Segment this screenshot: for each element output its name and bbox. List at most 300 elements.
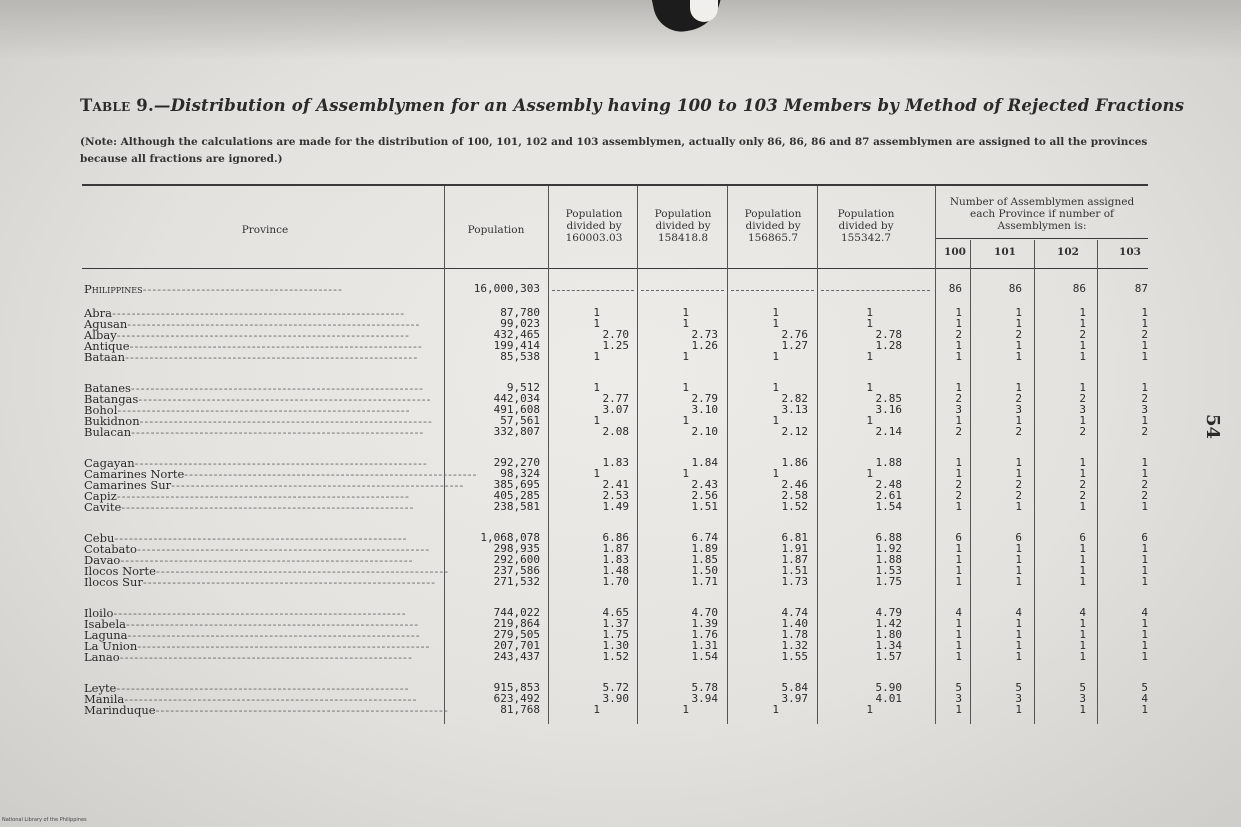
- province-divided-0: 1: [593, 306, 600, 319]
- dot-leader: ------------------------------------------------------------: [137, 639, 431, 653]
- province-assigned-2: 5: [1079, 681, 1086, 694]
- province-divided-3: 1.53: [875, 564, 902, 577]
- province-assigned-0: 3: [955, 692, 962, 705]
- province-divided-2: 1.78: [781, 628, 808, 641]
- province-assigned-0: 1: [955, 306, 962, 319]
- header-divided-4: Population divided by 155342.7: [837, 208, 895, 244]
- province-divided-1: 1.26: [691, 339, 718, 352]
- province-divided-0: 4.65: [602, 606, 629, 619]
- dot-leader: ------------------------------------------------------------: [129, 339, 423, 353]
- province-divided-3: 1: [866, 317, 873, 330]
- province-assigned-0: 1: [955, 542, 962, 555]
- province-assigned-3: 1: [1141, 500, 1148, 513]
- province-divided-1: 1.76: [691, 628, 718, 641]
- province-divided-2: 1: [772, 703, 779, 716]
- province-assigned-3: 2: [1141, 478, 1148, 491]
- province-assigned-1: 2: [1015, 489, 1022, 502]
- province-assigned-3: 5: [1141, 681, 1148, 694]
- province-assigned-3: 1: [1141, 650, 1148, 663]
- province-assigned-2: 1: [1079, 456, 1086, 469]
- province-divided-0: 1: [593, 317, 600, 330]
- province-divided-2: 1: [772, 317, 779, 330]
- province-assigned-1: 1: [1015, 650, 1022, 663]
- province-assigned-2: 4: [1079, 606, 1086, 619]
- province-population: 1,068,078: [480, 531, 540, 544]
- col-separator: [444, 186, 445, 724]
- province-assigned-1: 1: [1015, 542, 1022, 555]
- province-divided-3: 2.78: [875, 328, 902, 341]
- dot-leader: ------------------------------------------------------------: [127, 628, 421, 642]
- province-population: 9,512: [506, 381, 540, 394]
- province-assigned-2: 1: [1079, 553, 1086, 566]
- province-name: Albay: [84, 328, 117, 342]
- province-divided-0: 1: [593, 414, 600, 427]
- total-dash: [731, 290, 814, 291]
- province-divided-1: 1: [682, 414, 689, 427]
- province-divided-1: 1.39: [691, 617, 718, 630]
- province-divided-2: 1: [772, 467, 779, 480]
- province-divided-0: 1.83: [602, 553, 629, 566]
- province-divided-1: 1: [682, 350, 689, 363]
- province-divided-2: 2.46: [781, 478, 808, 491]
- province-assigned-1: 1: [1015, 306, 1022, 319]
- dot-leader: ------------------------------------------------------------: [112, 306, 406, 320]
- dot-leader: ------------------------------------------------------------: [155, 564, 450, 578]
- province-assigned-1: 1: [1015, 564, 1022, 577]
- province-divided-2: 1.91: [781, 542, 808, 555]
- province-divided-2: 1: [772, 306, 779, 319]
- province-divided-1: 1: [682, 381, 689, 394]
- province-divided-2: 2.82: [781, 392, 808, 405]
- province-name: Bulacan: [84, 425, 132, 439]
- province-assigned-3: 1: [1141, 414, 1148, 427]
- province-assigned-3: 1: [1141, 339, 1148, 352]
- province-divided-1: 4.70: [691, 606, 718, 619]
- province-divided-1: 2.79: [691, 392, 718, 405]
- province-population: 243,437: [493, 650, 540, 663]
- province-assigned-1: 1: [1015, 500, 1022, 513]
- province-divided-3: 1.57: [875, 650, 902, 663]
- province-population: 219,864: [493, 617, 540, 630]
- province-assigned-3: 1: [1141, 350, 1148, 363]
- province-assigned-0: 1: [955, 500, 962, 513]
- province-assigned-1: 3: [1015, 403, 1022, 416]
- province-name: Lanao: [84, 650, 120, 664]
- province-divided-2: 1.87: [781, 553, 808, 566]
- province-assigned-0: 4: [955, 606, 962, 619]
- province-row-name: [84, 426, 444, 438]
- province-population: 298,935: [493, 542, 540, 555]
- province-assigned-0: 1: [955, 703, 962, 716]
- province-population: 207,701: [493, 639, 540, 652]
- province-assigned-1: 1: [1015, 456, 1022, 469]
- province-assigned-0: 2: [955, 425, 962, 438]
- province-row-name: [84, 351, 444, 363]
- province-assigned-2: 1: [1079, 306, 1086, 319]
- province-assigned-2: 1: [1079, 564, 1086, 577]
- province-divided-3: 2.61: [875, 489, 902, 502]
- province-divided-0: 2.41: [602, 478, 629, 491]
- province-population: 915,853: [493, 681, 540, 694]
- dot-leader: ------------------------------------------------------------: [119, 650, 413, 664]
- province-assigned-2: 1: [1079, 542, 1086, 555]
- province-name: Camarines Sur: [84, 478, 172, 492]
- province-assigned-1: 5: [1015, 681, 1022, 694]
- province-population: 442,034: [493, 392, 540, 405]
- table-caption: —Distribution of Assemblymen for an Assembly having 100 to 103 Members by Method of Rejected Fractions: [153, 96, 1185, 115]
- province-divided-2: 1.32: [781, 639, 808, 652]
- province-name: Batanes: [84, 381, 131, 395]
- province-assigned-0: 2: [955, 392, 962, 405]
- dot-leader: ------------------------------------------------------------: [114, 531, 408, 545]
- province-assigned-0: 1: [955, 467, 962, 480]
- province-divided-0: 1.83: [602, 456, 629, 469]
- province-divided-3: 1.92: [875, 542, 902, 555]
- province-population: 332,807: [493, 425, 540, 438]
- col-separator: [970, 240, 971, 724]
- province-name: Isabela: [84, 617, 127, 631]
- province-divided-3: 1: [866, 306, 873, 319]
- province-row-name: [84, 651, 444, 663]
- province-population: 744,022: [493, 606, 540, 619]
- province-divided-1: 1.54: [691, 650, 718, 663]
- province-name: Bukidnon: [84, 414, 140, 428]
- province-divided-3: 3.16: [875, 403, 902, 416]
- dot-leader: -----------------------------------------: [142, 282, 343, 296]
- province-assigned-2: 1: [1079, 467, 1086, 480]
- province-divided-2: 2.12: [781, 425, 808, 438]
- province-assigned-3: 1: [1141, 575, 1148, 588]
- province-assigned-0: 1: [955, 628, 962, 641]
- province-assigned-0: 1: [955, 414, 962, 427]
- dot-leader: ------------------------------------------------------------: [126, 617, 420, 631]
- total-population: 16,000,303: [473, 282, 540, 295]
- province-divided-0: 5.72: [602, 681, 629, 694]
- province-assigned-1: 3: [1015, 692, 1022, 705]
- province-row-name: [84, 501, 444, 513]
- province-assigned-3: 1: [1141, 703, 1148, 716]
- province-divided-0: 2.70: [602, 328, 629, 341]
- province-population: 292,600: [493, 553, 540, 566]
- dot-leader: ------------------------------------------------------------: [139, 414, 433, 428]
- province-name: Davao: [84, 553, 121, 567]
- province-assigned-0: 2: [955, 489, 962, 502]
- province-divided-1: 2.10: [691, 425, 718, 438]
- province-population: 385,695: [493, 478, 540, 491]
- province-name: Bohol: [84, 403, 118, 417]
- province-divided-2: 1.52: [781, 500, 808, 513]
- province-population: 271,532: [493, 575, 540, 588]
- province-name: Leyte: [84, 681, 117, 695]
- table-number: Table 9.: [80, 96, 154, 115]
- province-population: 99,023: [500, 317, 540, 330]
- province-divided-3: 2.14: [875, 425, 902, 438]
- header-population: Population: [467, 224, 525, 236]
- page-shadow: [0, 0, 1241, 60]
- province-assigned-0: 2: [955, 328, 962, 341]
- province-divided-1: 1: [682, 703, 689, 716]
- province-name: Laguna: [84, 628, 128, 642]
- province-divided-2: 1.86: [781, 456, 808, 469]
- province-name: Iloilo: [84, 606, 114, 620]
- province-assigned-1: 1: [1015, 639, 1022, 652]
- province-divided-3: 1: [866, 350, 873, 363]
- province-divided-3: 1.28: [875, 339, 902, 352]
- province-divided-1: 1.50: [691, 564, 718, 577]
- dot-leader: ------------------------------------------------------------: [124, 692, 418, 706]
- province-divided-0: 1.70: [602, 575, 629, 588]
- province-assigned-2: 1: [1079, 381, 1086, 394]
- province-divided-2: 1: [772, 350, 779, 363]
- province-name: Cagayan: [84, 456, 135, 470]
- province-assigned-0: 1: [955, 456, 962, 469]
- col-separator: [1034, 240, 1035, 724]
- province-divided-0: 1: [593, 350, 600, 363]
- province-divided-1: 1: [682, 467, 689, 480]
- province-population: 279,505: [493, 628, 540, 641]
- dot-leader: ------------------------------------------------------------: [116, 328, 410, 342]
- col-separator: [637, 186, 638, 724]
- total-assigned-0: 86: [948, 282, 962, 295]
- assigned-group-rule: [935, 238, 1148, 239]
- province-divided-3: 1.54: [875, 500, 902, 513]
- province-assigned-1: 2: [1015, 392, 1022, 405]
- province-assigned-2: 1: [1079, 500, 1086, 513]
- province-name: Cavite: [84, 500, 122, 514]
- province-assigned-2: 1: [1079, 650, 1086, 663]
- col-separator: [817, 186, 818, 724]
- dot-leader: ------------------------------------------------------------: [127, 317, 421, 331]
- province-divided-2: 5.84: [781, 681, 808, 694]
- province-divided-3: 4.79: [875, 606, 902, 619]
- header-divided-3: Population divided by 156865.7: [744, 208, 802, 244]
- province-divided-2: 1: [772, 381, 779, 394]
- province-divided-0: 1.30: [602, 639, 629, 652]
- province-assigned-0: 1: [955, 639, 962, 652]
- province-assigned-1: 1: [1015, 467, 1022, 480]
- province-divided-2: 3.97: [781, 692, 808, 705]
- province-assigned-1: 1: [1015, 317, 1022, 330]
- province-divided-3: 1.88: [875, 456, 902, 469]
- province-name: Camarines Norte: [84, 467, 185, 481]
- province-divided-0: 1: [593, 467, 600, 480]
- total-assigned-3: 87: [1134, 282, 1148, 295]
- province-population: 238,581: [493, 500, 540, 513]
- province-assigned-0: 1: [955, 553, 962, 566]
- province-name: Marinduque: [84, 703, 156, 717]
- dot-leader: ------------------------------------------------------------: [117, 403, 411, 417]
- province-assigned-3: 2: [1141, 392, 1148, 405]
- province-assigned-2: 1: [1079, 703, 1086, 716]
- province-assigned-3: 2: [1141, 425, 1148, 438]
- province-divided-0: 2.53: [602, 489, 629, 502]
- province-divided-1: 6.74: [691, 531, 718, 544]
- province-assigned-3: 1: [1141, 639, 1148, 652]
- province-divided-1: 1.84: [691, 456, 718, 469]
- province-divided-0: 3.90: [602, 692, 629, 705]
- province-assigned-0: 1: [955, 381, 962, 394]
- province-assigned-1: 1: [1015, 414, 1022, 427]
- province-name: Abra: [84, 306, 113, 320]
- dot-leader: ------------------------------------------------------------: [116, 681, 410, 695]
- page-number: 54: [1202, 413, 1224, 440]
- province-divided-1: 3.10: [691, 403, 718, 416]
- dot-leader: ------------------------------------------------------------: [131, 425, 425, 439]
- province-divided-0: 1.37: [602, 617, 629, 630]
- total-assigned-1: 86: [1008, 282, 1022, 295]
- dot-leader: ------------------------------------------------------------: [136, 542, 431, 556]
- province-row-name: [84, 703, 449, 717]
- province-assigned-1: 1: [1015, 381, 1022, 394]
- province-divided-2: 3.13: [781, 403, 808, 416]
- header-province: Province: [241, 224, 289, 236]
- dot-leader: ------------------------------------------------------------: [125, 350, 419, 364]
- province-divided-1: 3.94: [691, 692, 718, 705]
- province-assigned-1: 4: [1015, 606, 1022, 619]
- col-separator: [548, 186, 549, 724]
- province-assigned-2: 2: [1079, 489, 1086, 502]
- province-assigned-0: 1: [955, 564, 962, 577]
- province-assigned-3: 1: [1141, 467, 1148, 480]
- header-assigned-103: 103: [1119, 246, 1141, 258]
- province-assigned-0: 5: [955, 681, 962, 694]
- province-assigned-0: 1: [955, 317, 962, 330]
- dot-leader: ------------------------------------------------------------: [134, 456, 428, 470]
- province-assigned-3: 1: [1141, 306, 1148, 319]
- province-population: 432,465: [493, 328, 540, 341]
- province-assigned-0: 2: [955, 478, 962, 491]
- province-population: 98,324: [500, 467, 540, 480]
- province-name: Manila: [84, 692, 125, 706]
- province-divided-3: 1.34: [875, 639, 902, 652]
- province-assigned-2: 1: [1079, 414, 1086, 427]
- province-assigned-1: 2: [1015, 328, 1022, 341]
- total-row-name: [84, 283, 444, 295]
- header-assigned-102: 102: [1057, 246, 1079, 258]
- province-population: 57,561: [500, 414, 540, 427]
- province-assigned-2: 1: [1079, 575, 1086, 588]
- province-divided-1: 1.85: [691, 553, 718, 566]
- province-assigned-3: 1: [1141, 456, 1148, 469]
- province-assigned-0: 1: [955, 617, 962, 630]
- province-divided-1: 1.51: [691, 500, 718, 513]
- header-assigned-group: Number of Assemblymen assigned each Province if number of Assemblymen is:: [949, 196, 1135, 232]
- province-assigned-2: 2: [1079, 425, 1086, 438]
- province-assigned-0: 1: [955, 575, 962, 588]
- dot-leader: ------------------------------------------------------------: [184, 467, 478, 481]
- province-assigned-2: 1: [1079, 350, 1086, 363]
- table-note: (Note: Although the calculations are made for the distribution of 100, 101, 102 and 103 assemblymen, actually only 86, 86, 86 and 87 assemblymen are assigned to all the provinces because all fractions are ignored.): [80, 136, 1148, 165]
- province-assigned-1: 2: [1015, 478, 1022, 491]
- header-assigned-100: 100: [944, 246, 966, 258]
- total-dash: [641, 290, 724, 291]
- province-divided-3: 4.01: [875, 692, 902, 705]
- province-divided-1: 2.73: [691, 328, 718, 341]
- header-divided-2: Population divided by 158418.8: [654, 208, 712, 244]
- province-assigned-3: 1: [1141, 617, 1148, 630]
- province-population: 623,492: [493, 692, 540, 705]
- province-name: Ilocos Sur: [84, 575, 143, 589]
- province-name: Cotabato: [84, 542, 137, 556]
- province-divided-0: 6.86: [602, 531, 629, 544]
- province-divided-1: 1.31: [691, 639, 718, 652]
- province-divided-1: 1.71: [691, 575, 718, 588]
- dot-leader: ------------------------------------------------------------: [121, 500, 415, 514]
- province-divided-0: 2.77: [602, 392, 629, 405]
- province-divided-3: 1: [866, 381, 873, 394]
- province-assigned-1: 1: [1015, 628, 1022, 641]
- total-label: Philippines: [84, 282, 143, 296]
- province-name: Ilocos Norte: [84, 564, 156, 578]
- province-assigned-0: 1: [955, 650, 962, 663]
- province-assigned-3: 3: [1141, 403, 1148, 416]
- dot-leader: ------------------------------------------------------------: [155, 703, 449, 717]
- province-assigned-3: 1: [1141, 542, 1148, 555]
- province-population: 405,285: [493, 489, 540, 502]
- province-assigned-3: 2: [1141, 489, 1148, 502]
- province-divided-3: 2.48: [875, 478, 902, 491]
- province-assigned-3: 6: [1141, 531, 1148, 544]
- province-name: Agusan: [84, 317, 128, 331]
- province-assigned-2: 1: [1079, 628, 1086, 641]
- province-divided-2: 2.76: [781, 328, 808, 341]
- dot-leader: ------------------------------------------------------------: [130, 381, 425, 395]
- province-assigned-3: 4: [1141, 692, 1148, 705]
- dot-leader: ------------------------------------------------------------: [113, 606, 407, 620]
- province-divided-2: 2.58: [781, 489, 808, 502]
- province-divided-3: 1: [866, 467, 873, 480]
- province-assigned-0: 1: [955, 350, 962, 363]
- dot-leader: ------------------------------------------------------------: [171, 478, 465, 492]
- top-rule: [82, 184, 1148, 186]
- province-assigned-1: 1: [1015, 339, 1022, 352]
- province-divided-0: 1.48: [602, 564, 629, 577]
- province-assigned-2: 3: [1079, 692, 1086, 705]
- province-divided-3: 1.75: [875, 575, 902, 588]
- province-divided-2: 4.74: [781, 606, 808, 619]
- province-divided-1: 5.78: [691, 681, 718, 694]
- total-dash: [821, 290, 930, 291]
- province-assigned-1: 1: [1015, 553, 1022, 566]
- province-divided-3: 1.42: [875, 617, 902, 630]
- province-divided-1: 1.89: [691, 542, 718, 555]
- province-divided-2: 1.51: [781, 564, 808, 577]
- province-assigned-1: 1: [1015, 575, 1022, 588]
- province-assigned-0: 3: [955, 403, 962, 416]
- province-divided-0: 2.08: [602, 425, 629, 438]
- province-population: 237,586: [493, 564, 540, 577]
- province-divided-1: 1: [682, 317, 689, 330]
- province-divided-2: 1.55: [781, 650, 808, 663]
- province-assigned-1: 2: [1015, 425, 1022, 438]
- province-divided-0: 1.25: [602, 339, 629, 352]
- province-assigned-3: 1: [1141, 317, 1148, 330]
- province-divided-0: 1.75: [602, 628, 629, 641]
- province-assigned-2: 1: [1079, 317, 1086, 330]
- province-population: 491,608: [493, 403, 540, 416]
- province-divided-3: 2.85: [875, 392, 902, 405]
- province-assigned-0: 1: [955, 339, 962, 352]
- total-assigned-2: 86: [1072, 282, 1086, 295]
- province-assigned-2: 2: [1079, 478, 1086, 491]
- province-divided-0: 1.49: [602, 500, 629, 513]
- province-assigned-2: 3: [1079, 403, 1086, 416]
- province-name: La Union: [84, 639, 138, 653]
- province-assigned-2: 1: [1079, 639, 1086, 652]
- province-divided-3: 1.80: [875, 628, 902, 641]
- province-assigned-2: 2: [1079, 328, 1086, 341]
- province-population: 81,768: [500, 703, 540, 716]
